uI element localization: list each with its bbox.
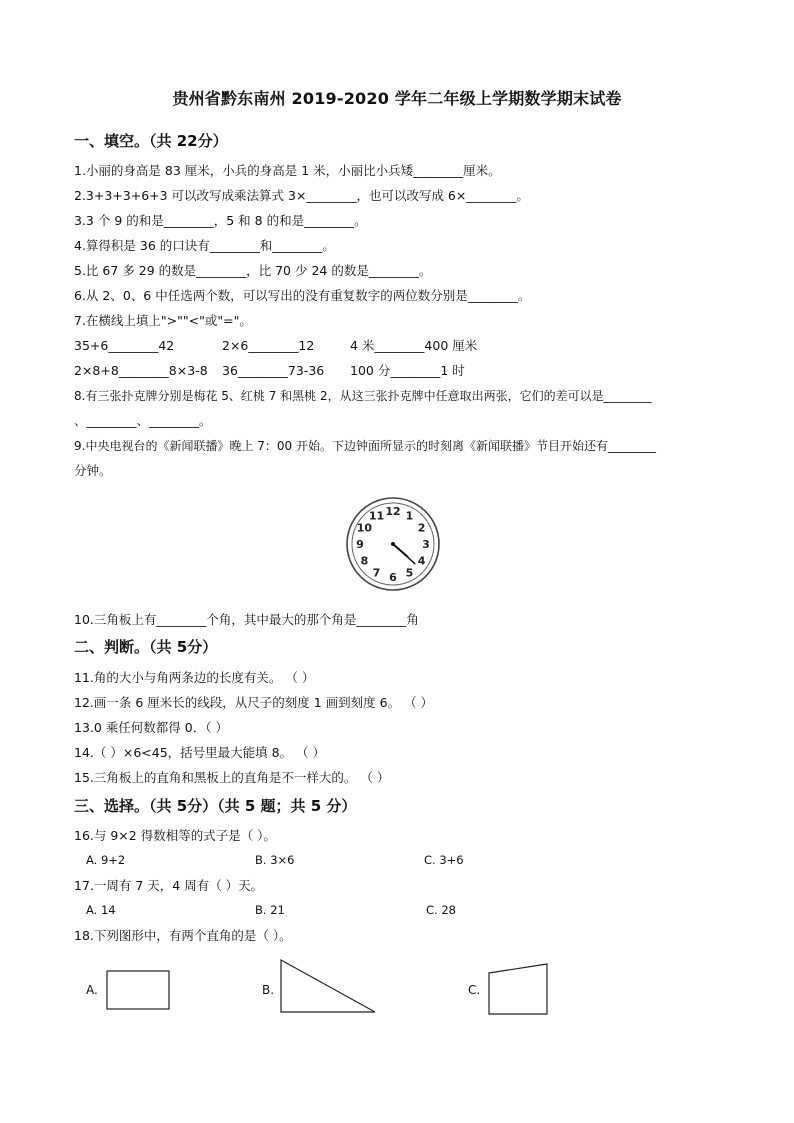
clock-numeral: 4 [417,554,426,568]
q17-option-b: B. 21 [255,903,285,917]
question-8-continued: 、________、________。 [74,413,212,428]
q7-item: 2×6________12 [222,338,315,353]
question-3: 3.3 个 9 的和是________，5 和 8 的和是________。 [74,213,367,228]
clock-numeral: 8 [360,554,369,568]
q7-item: 36________73-36 [222,363,325,378]
q18-rectangle-shape [106,970,170,1010]
q18-label-a: A. [86,983,98,997]
question-1: 1.小丽的身高是 83 厘米，小兵的身高是 1 米，小丽比小兵矮________厘米。 [74,163,501,178]
q16-option-b: B. 3×6 [255,853,295,867]
q7-item: 100 分________1 时 [350,363,465,378]
clock-numeral: 10 [356,521,373,535]
clock-numeral: 11 [368,509,385,523]
question-15: 15.三角板上的直角和黑板上的直角是不一样大的。 （ ） [74,770,390,785]
question-5: 5.比 67 多 29 的数是________，比 70 少 24 的数是________。 [74,263,432,278]
q7-item: 2×8+8________8×3-8 [74,363,208,378]
question-17: 17.一周有 7 天，4 周有（ ）天。 [74,878,264,893]
question-12: 12.画一条 6 厘米长的线段，从尺子的刻度 1 画到刻度 6。 （ ） [74,695,434,710]
section-choice: 三、选择。（共 5分）（共 5 题；共 5 分） [74,797,357,815]
question-10: 10.三角板上有________个角，其中最大的那个角是________角 [74,612,419,627]
question-16: 16.与 9×2 得数相等的式子是（ ）。 [74,828,276,843]
q18-right-triangle-shape [278,958,378,1014]
q18-label-c: C. [468,983,481,997]
clock-numeral: 9 [356,538,364,551]
question-13: 13.0 乘任何数都得 0．（ ） [74,720,228,735]
clock-numeral: 7 [372,566,381,580]
q7-item: 4 米________400 厘米 [350,338,478,353]
clock-face [345,496,441,592]
clock-numeral: 6 [389,571,397,584]
clock-numeral: 5 [405,566,414,580]
q18-label-b: B. [262,983,275,997]
question-9-continued: 分钟。 [74,463,112,478]
clock-numeral: 3 [422,538,430,551]
q18-trapezoid-shape [487,962,551,1016]
q7-item: 35+6________42 [74,338,175,353]
section-fill-in: 一、填空。（共 22分） [74,132,228,150]
clock-numeral: 2 [417,521,426,535]
clock-center [391,542,395,546]
q17-option-c: C. 28 [426,903,456,917]
question-11: 11.角的大小与角两条边的长度有关。 （ ） [74,670,315,685]
q17-option-a: A. 14 [86,903,116,917]
question-6: 6.从 2、0、6 中任选两个数，可以写出的没有重复数字的两位数分别是________。 [74,288,531,303]
clock-numeral: 1 [405,509,414,523]
question-8: 8.有三张扑克牌分别是梅花 5、红桃 7 和黑桃 2，从这三张扑克牌中任意取出两张，它们的差可以是________ [74,389,652,403]
q16-option-c: C. 3+6 [424,853,464,867]
question-14: 14.（ ）×6<45，括号里最大能填 8。 （ ） [74,745,326,760]
q16-option-a: A. 9+2 [86,853,126,867]
question-4: 4.算得积是 36 的口诀有________和________。 [74,238,335,253]
question-18: 18.下列图形中，有两个直角的是（ ）。 [74,928,292,943]
question-7: 7.在横线上填上">""<"或"="。 [74,313,252,328]
question-2: 2.3+3+3+6+3 可以改写成乘法算式 3×________，也可以改写成 6×________。 [74,188,529,203]
section-judge: 二、判断。（共 5分） [74,638,218,656]
clock-numeral: 12 [385,505,401,518]
question-9: 9.中央电视台的《新闻联播》晚上 7：00 开始。下边钟面所显示的时刻离《新闻联播》节目开始还有________ [74,439,656,453]
page-title: 贵州省黔东南州 2019-2020 学年二年级上学期数学期末试卷 [172,89,622,108]
